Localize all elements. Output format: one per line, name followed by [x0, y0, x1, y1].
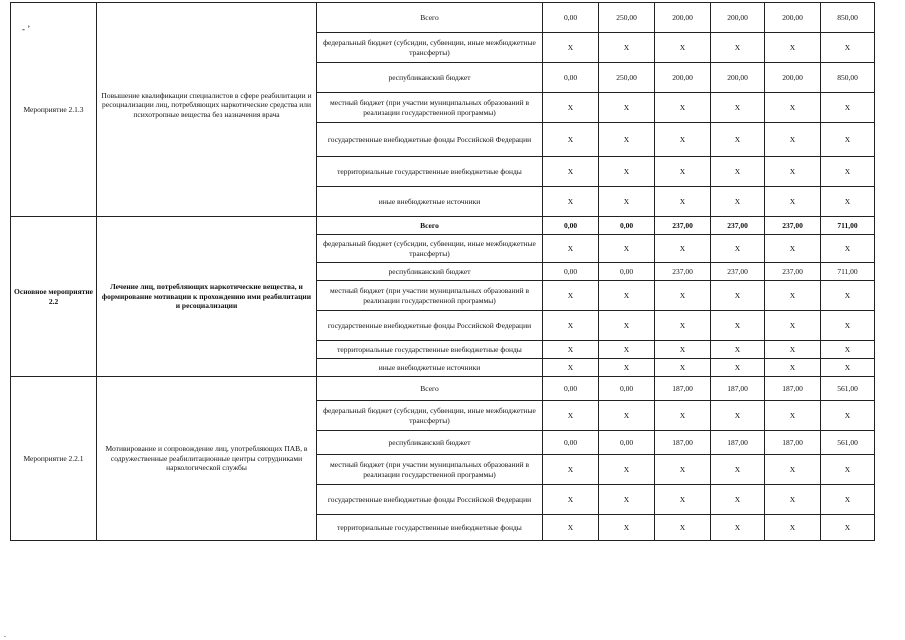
- amount-cell: X: [711, 235, 765, 263]
- funding-source: иные внебюджетные источники: [317, 359, 543, 377]
- amount-cell: 237,00: [711, 217, 765, 235]
- amount-cell: X: [711, 359, 765, 377]
- amount-cell: X: [599, 455, 655, 485]
- amount-cell: X: [543, 187, 599, 217]
- amount-cell: X: [599, 157, 655, 187]
- amount-cell: 237,00: [655, 263, 711, 281]
- funding-source: местный бюджет (при участии муниципальных образований в реализации государственной программы): [317, 281, 543, 311]
- amount-cell: X: [599, 235, 655, 263]
- amount-cell: X: [711, 311, 765, 341]
- amount-cell: X: [543, 401, 599, 431]
- amount-cell: X: [765, 123, 821, 157]
- activity-title: Лечение лиц, потребляющих наркотические вещества, и формирование мотивации к прохождению ими реабилитации и ресоциализации: [97, 217, 317, 377]
- amount-cell: X: [543, 311, 599, 341]
- amount-cell: X: [655, 281, 711, 311]
- table-row: [11, 217, 875, 235]
- amount-cell: X: [711, 341, 765, 359]
- table-row: [11, 3, 875, 33]
- funding-source: республиканский бюджет: [317, 63, 543, 93]
- amount-cell: X: [821, 281, 875, 311]
- amount-cell: X: [543, 281, 599, 311]
- funding-source: федеральный бюджет (субсидии, субвенции, иные межбюджетные трансферты): [317, 401, 543, 431]
- activity-title: Мотивирование и сопровождение лиц, употребляющих ПАВ, в содружественные реабилитационные центры сотрудниками наркологической службы: [97, 377, 317, 541]
- funding-source: государственные внебюджетные фонды Российской Федерации: [317, 485, 543, 515]
- amount-cell: 200,00: [655, 3, 711, 33]
- amount-cell: X: [821, 187, 875, 217]
- activity-title: Повышение квалификации специалистов в сфере реабилитации и ресоциализации лиц, потребляющих наркотические средства или психотропные вещества без назначения врача: [97, 3, 317, 217]
- funding-source: федеральный бюджет (субсидии, субвенции, иные межбюджетные трансферты): [317, 33, 543, 63]
- amount-cell: X: [711, 281, 765, 311]
- amount-cell: X: [655, 455, 711, 485]
- amount-cell: X: [711, 157, 765, 187]
- amount-cell: X: [655, 93, 711, 123]
- amount-cell: 0,00: [599, 263, 655, 281]
- amount-cell: X: [655, 401, 711, 431]
- amount-cell: 850,00: [821, 63, 875, 93]
- amount-cell: X: [711, 93, 765, 123]
- amount-cell: X: [599, 401, 655, 431]
- amount-cell: X: [655, 485, 711, 515]
- amount-cell: X: [821, 455, 875, 485]
- amount-cell: X: [765, 93, 821, 123]
- amount-cell: X: [599, 33, 655, 63]
- amount-cell: X: [655, 123, 711, 157]
- amount-cell: X: [543, 515, 599, 541]
- amount-cell: X: [543, 359, 599, 377]
- amount-cell: X: [821, 485, 875, 515]
- amount-cell: 187,00: [655, 431, 711, 455]
- amount-cell: 0,00: [599, 377, 655, 401]
- amount-cell: X: [599, 281, 655, 311]
- amount-cell: X: [655, 515, 711, 541]
- amount-cell: X: [711, 187, 765, 217]
- corner-mark: - ’: [22, 24, 31, 34]
- amount-cell: 250,00: [599, 3, 655, 33]
- amount-cell: X: [821, 401, 875, 431]
- budget-table: [10, 2, 875, 541]
- amount-cell: X: [655, 235, 711, 263]
- amount-cell: X: [599, 341, 655, 359]
- amount-cell: X: [711, 401, 765, 431]
- amount-cell: X: [655, 157, 711, 187]
- activity-code: Мероприятие 2.1.3: [11, 3, 97, 217]
- funding-source: местный бюджет (при участии муниципальных образований в реализации государственной программы): [317, 93, 543, 123]
- amount-cell: X: [821, 311, 875, 341]
- amount-cell: 237,00: [655, 217, 711, 235]
- amount-cell: X: [821, 93, 875, 123]
- amount-cell: X: [711, 33, 765, 63]
- amount-cell: X: [711, 485, 765, 515]
- amount-cell: 187,00: [711, 431, 765, 455]
- table-row: [11, 377, 875, 401]
- amount-cell: 187,00: [711, 377, 765, 401]
- amount-cell: 200,00: [765, 3, 821, 33]
- amount-cell: 200,00: [655, 63, 711, 93]
- amount-cell: X: [821, 33, 875, 63]
- funding-source: Всего: [317, 377, 543, 401]
- funding-source: Всего: [317, 3, 543, 33]
- amount-cell: X: [655, 311, 711, 341]
- amount-cell: 237,00: [711, 263, 765, 281]
- amount-cell: X: [765, 485, 821, 515]
- amount-cell: X: [543, 341, 599, 359]
- funding-source: государственные внебюджетные фонды Российской Федерации: [317, 311, 543, 341]
- amount-cell: X: [711, 515, 765, 541]
- funding-source: федеральный бюджет (субсидии, субвенции, иные межбюджетные трансферты): [317, 235, 543, 263]
- amount-cell: X: [821, 235, 875, 263]
- amount-cell: X: [655, 341, 711, 359]
- amount-cell: 187,00: [765, 431, 821, 455]
- amount-cell: X: [599, 515, 655, 541]
- amount-cell: 0,00: [543, 3, 599, 33]
- amount-cell: X: [765, 359, 821, 377]
- amount-cell: 0,00: [543, 431, 599, 455]
- amount-cell: X: [821, 515, 875, 541]
- funding-source: республиканский бюджет: [317, 263, 543, 281]
- amount-cell: 711,00: [821, 263, 875, 281]
- amount-cell: X: [599, 311, 655, 341]
- funding-source: иные внебюджетные источники: [317, 187, 543, 217]
- amount-cell: 561,00: [821, 431, 875, 455]
- amount-cell: 187,00: [765, 377, 821, 401]
- amount-cell: 250,00: [599, 63, 655, 93]
- amount-cell: X: [543, 157, 599, 187]
- amount-cell: X: [821, 123, 875, 157]
- amount-cell: X: [543, 93, 599, 123]
- amount-cell: 0,00: [599, 431, 655, 455]
- amount-cell: X: [599, 93, 655, 123]
- amount-cell: 200,00: [711, 3, 765, 33]
- amount-cell: X: [655, 33, 711, 63]
- amount-cell: X: [655, 187, 711, 217]
- amount-cell: 200,00: [711, 63, 765, 93]
- funding-source: республиканский бюджет: [317, 431, 543, 455]
- amount-cell: 0,00: [543, 63, 599, 93]
- amount-cell: X: [765, 311, 821, 341]
- amount-cell: X: [599, 187, 655, 217]
- amount-cell: X: [765, 187, 821, 217]
- amount-cell: X: [543, 455, 599, 485]
- amount-cell: X: [765, 157, 821, 187]
- funding-source: территориальные государственные внебюджетные фонды: [317, 157, 543, 187]
- amount-cell: X: [543, 235, 599, 263]
- amount-cell: 850,00: [821, 3, 875, 33]
- funding-source: Всего: [317, 217, 543, 235]
- amount-cell: 187,00: [655, 377, 711, 401]
- amount-cell: X: [821, 341, 875, 359]
- amount-cell: X: [765, 401, 821, 431]
- amount-cell: 0,00: [543, 377, 599, 401]
- amount-cell: X: [765, 455, 821, 485]
- amount-cell: X: [821, 157, 875, 187]
- amount-cell: X: [543, 33, 599, 63]
- activity-code: Основное мероприятие 2.2: [11, 217, 97, 377]
- amount-cell: 200,00: [765, 63, 821, 93]
- amount-cell: X: [821, 359, 875, 377]
- amount-cell: X: [765, 341, 821, 359]
- budget-table-body: [11, 3, 875, 541]
- amount-cell: 0,00: [543, 263, 599, 281]
- amount-cell: X: [765, 515, 821, 541]
- amount-cell: 237,00: [765, 263, 821, 281]
- amount-cell: X: [599, 123, 655, 157]
- amount-cell: X: [543, 123, 599, 157]
- amount-cell: X: [765, 235, 821, 263]
- amount-cell: X: [599, 359, 655, 377]
- amount-cell: X: [543, 485, 599, 515]
- amount-cell: X: [711, 455, 765, 485]
- amount-cell: X: [765, 281, 821, 311]
- amount-cell: X: [599, 485, 655, 515]
- funding-source: государственные внебюджетные фонды Российской Федерации: [317, 123, 543, 157]
- funding-source: территориальные государственные внебюджетные фонды: [317, 515, 543, 541]
- bottom-mark: .: [4, 630, 6, 639]
- amount-cell: 237,00: [765, 217, 821, 235]
- amount-cell: X: [765, 33, 821, 63]
- amount-cell: 561,00: [821, 377, 875, 401]
- amount-cell: 711,00: [821, 217, 875, 235]
- funding-source: территориальные государственные внебюджетные фонды: [317, 341, 543, 359]
- amount-cell: X: [655, 359, 711, 377]
- amount-cell: 0,00: [599, 217, 655, 235]
- activity-code: Мероприятие 2.2.1: [11, 377, 97, 541]
- amount-cell: X: [711, 123, 765, 157]
- amount-cell: 0,00: [543, 217, 599, 235]
- funding-source: местный бюджет (при участии муниципальных образований в реализации государственной программы): [317, 455, 543, 485]
